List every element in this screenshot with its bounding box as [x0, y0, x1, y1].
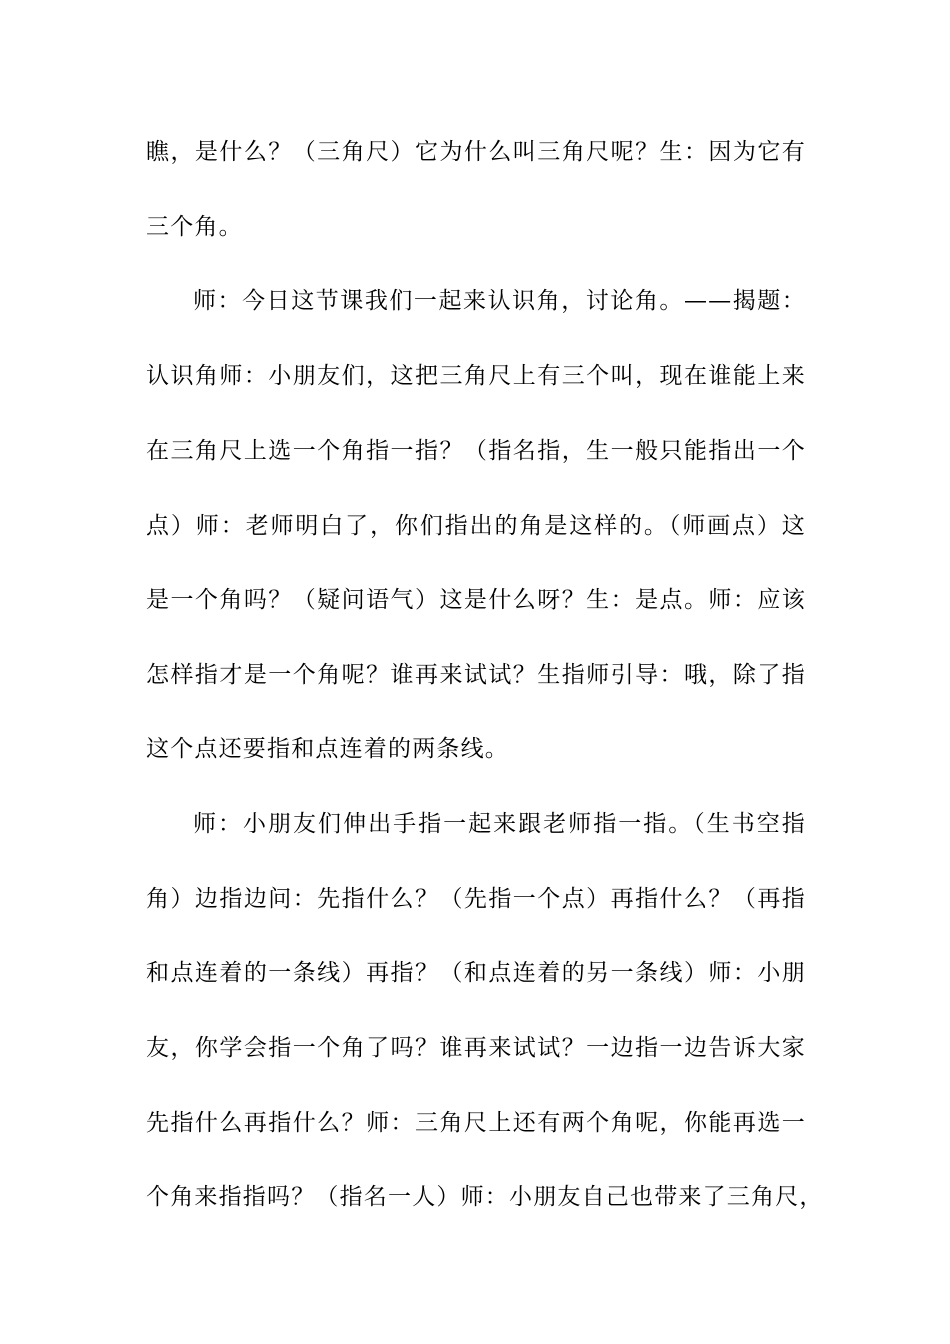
text-line: 是一个角吗？（疑问语气）这是什么呀？生：是点。师：应该 — [146, 587, 806, 613]
text-line: 先指什么再指什么？师：三角尺上还有两个角呢，你能再选一 — [146, 1110, 806, 1136]
text-line: 这个点还要指和点连着的两条线。 — [146, 736, 509, 762]
text-line: 角）边指边问：先指什么？（先指一个点）再指什么？（再指 — [146, 886, 806, 912]
text-line: 怎样指才是一个角呢？谁再来试试？生指师引导：哦，除了指 — [146, 662, 806, 688]
text-line: 在三角尺上选一个角指一指？（指名指，生一般只能指出一个 — [146, 438, 806, 464]
text-line: 点）师：老师明白了，你们指出的角是这样的。（师画点）这 — [146, 513, 806, 539]
text-line: 师：小朋友们伸出手指一起来跟老师指一指。（生书空指 — [193, 811, 806, 837]
text-line: 友，你学会指一个角了吗？谁再来试试？一边指一边告诉大家 — [146, 1035, 806, 1061]
text-line: 个角来指指吗？（指名一人）师：小朋友自己也带来了三角尺， — [146, 1184, 824, 1210]
text-line: 认识角师：小朋友们，这把三角尺上有三个叫，现在谁能上来 — [146, 363, 806, 389]
text-line: 和点连着的一条线）再指？（和点连着的另一条线）师：小朋 — [146, 960, 806, 986]
text-line: 瞧，是什么？（三角尺）它为什么叫三角尺呢？生：因为它有 — [146, 139, 806, 165]
text-line: 三个角。 — [146, 214, 243, 240]
text-line: 师：今日这节课我们一起来认识角，讨论角。——揭题： — [193, 288, 806, 314]
